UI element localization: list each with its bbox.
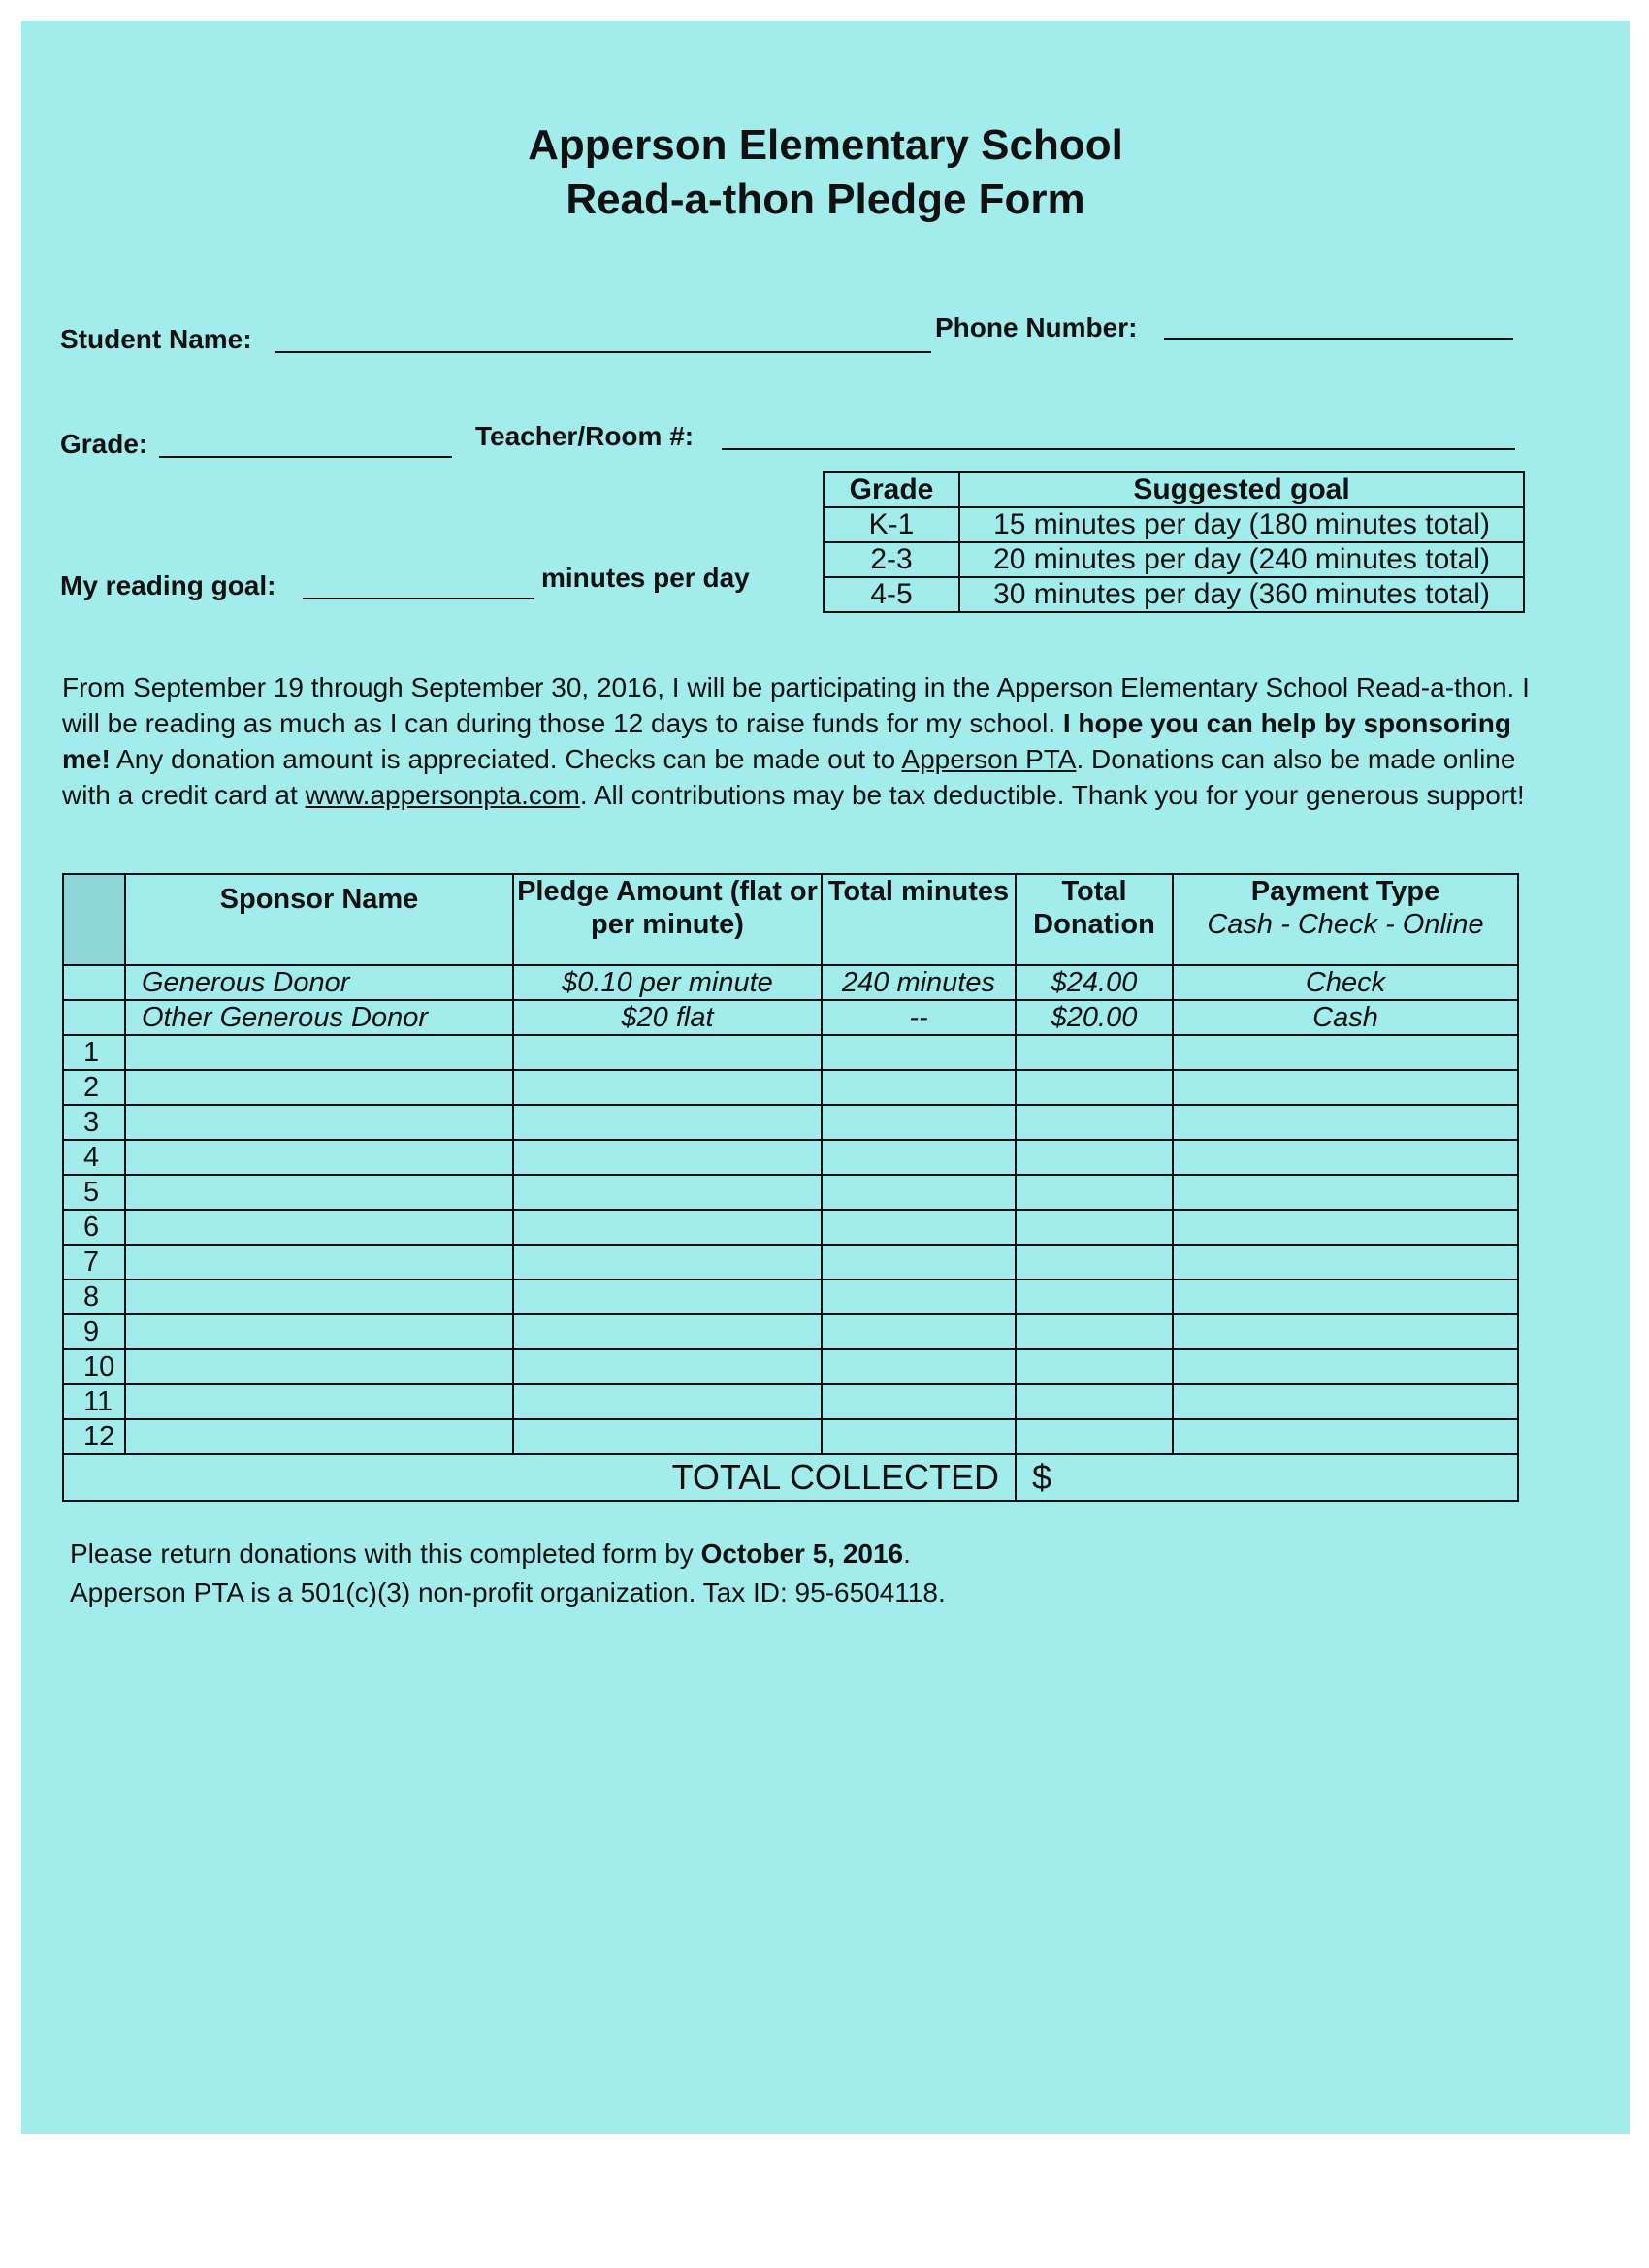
sponsor-name-cell[interactable]	[125, 1384, 513, 1419]
sponsor-row	[63, 1140, 1518, 1175]
example-donation: $20.00	[1016, 1000, 1173, 1035]
footer-notes	[70, 1535, 946, 1612]
example-row	[63, 1000, 1518, 1035]
row-number: 11	[63, 1384, 125, 1419]
total-donation-cell[interactable]	[1016, 1314, 1173, 1349]
payment-type-cell[interactable]	[1173, 1175, 1518, 1210]
payment-type-cell[interactable]	[1173, 1419, 1518, 1454]
payment-type-cell[interactable]	[1173, 1035, 1518, 1070]
grade-field[interactable]	[159, 456, 452, 458]
total-minutes-header: Total minutes	[822, 874, 1016, 965]
goal-row	[824, 577, 1524, 612]
pledge-amount-cell[interactable]	[513, 1419, 822, 1454]
total-donation-cell[interactable]	[1016, 1175, 1173, 1210]
payment-options: Cash - Check - Online	[1207, 909, 1484, 940]
sponsor-name-header: Sponsor Name	[125, 874, 513, 965]
nonprofit-note: Apperson PTA is a 501(c)(3) non-profit organization. Tax ID: 95-6504118.	[70, 1577, 946, 1607]
row-number: 4	[63, 1140, 125, 1175]
pledge-form-sheet	[21, 21, 1630, 2134]
example-payment: Check	[1173, 965, 1518, 1000]
total-donation-cell[interactable]	[1016, 1280, 1173, 1314]
sponsor-row	[63, 1349, 1518, 1384]
total-minutes-cell[interactable]	[822, 1175, 1016, 1210]
row-number: 5	[63, 1175, 125, 1210]
total-minutes-cell[interactable]	[822, 1245, 1016, 1280]
row-number: 12	[63, 1419, 125, 1454]
goal-grade: 4-5	[824, 577, 959, 612]
payment-type-cell[interactable]	[1173, 1105, 1518, 1140]
suggested-goal-column-header: Suggested goal	[959, 472, 1524, 507]
pledge-amount-cell[interactable]	[513, 1280, 822, 1314]
sponsor-name-cell[interactable]	[125, 1245, 513, 1280]
goal-grade: 2-3	[824, 542, 959, 577]
pledge-amount-cell[interactable]	[513, 1384, 822, 1419]
row-number-header	[63, 874, 125, 965]
payment-type-cell[interactable]	[1173, 1210, 1518, 1245]
example-payment: Cash	[1173, 1000, 1518, 1035]
total-donation-cell[interactable]	[1016, 1419, 1173, 1454]
student-name-field[interactable]	[275, 351, 931, 353]
phone-number-field[interactable]	[1164, 338, 1513, 340]
total-minutes-cell[interactable]	[822, 1314, 1016, 1349]
suggested-goal-table	[823, 471, 1525, 613]
total-minutes-cell[interactable]	[822, 1035, 1016, 1070]
student-name-label: Student Name:	[60, 324, 252, 354]
sponsor-name-cell[interactable]	[125, 1349, 513, 1384]
intro-text-1: From September 19 through September 30, 2016, I will be participating in the Apperson Elementary School Read-a-thon. I will be reading as much as I can during those 12 days to raise funds for my school.	[62, 672, 1530, 738]
total-donation-cell[interactable]	[1016, 1035, 1173, 1070]
teacher-room-field[interactable]	[722, 448, 1515, 450]
reading-goal-label: My reading goal:	[60, 570, 276, 600]
goal-value: 30 minutes per day (360 minutes total)	[959, 577, 1524, 612]
goal-value: 15 minutes per day (180 minutes total)	[959, 507, 1524, 542]
currency-symbol: $	[1032, 1457, 1052, 1497]
example-sponsor-name: Other Generous Donor	[125, 1000, 513, 1035]
payment-type-title: Payment Type	[1250, 876, 1440, 907]
example-pledge: $0.10 per minute	[513, 965, 822, 1000]
payment-type-cell[interactable]	[1173, 1280, 1518, 1314]
minutes-per-day-label: minutes per day	[541, 563, 750, 593]
total-minutes-cell[interactable]	[822, 1070, 1016, 1105]
sponsor-row	[63, 1419, 1518, 1454]
pledge-amount-cell[interactable]	[513, 1349, 822, 1384]
intro-paragraph	[62, 669, 1536, 813]
phone-number-label: Phone Number:	[935, 312, 1138, 342]
total-donation-cell[interactable]	[1016, 1105, 1173, 1140]
example-donation: $24.00	[1016, 965, 1173, 1000]
total-collected-field[interactable]	[1016, 1454, 1518, 1501]
intro-text-3: . Donations can also be made online with a credit card at	[62, 744, 1516, 810]
payment-type-cell[interactable]	[1173, 1314, 1518, 1349]
goal-grade: K-1	[824, 507, 959, 542]
pledge-amount-cell[interactable]	[513, 1035, 822, 1070]
row-number: 8	[63, 1280, 125, 1314]
total-donation-cell[interactable]	[1016, 1140, 1173, 1175]
sponsor-row	[63, 1314, 1518, 1349]
sponsor-table-header	[63, 874, 1518, 965]
example-sponsor-name: Generous Donor	[125, 965, 513, 1000]
total-minutes-cell[interactable]	[822, 1140, 1016, 1175]
grade-label: Grade:	[60, 429, 148, 459]
pledge-amount-cell[interactable]	[513, 1140, 822, 1175]
total-minutes-cell[interactable]	[822, 1210, 1016, 1245]
sponsor-name-cell[interactable]	[125, 1175, 513, 1210]
sponsor-name-cell[interactable]	[125, 1105, 513, 1140]
example-minutes: 240 minutes	[822, 965, 1016, 1000]
payee-name: Apperson PTA	[901, 744, 1077, 774]
example-minutes: --	[822, 1000, 1016, 1035]
payment-type-cell[interactable]	[1173, 1245, 1518, 1280]
pledge-amount-cell[interactable]	[513, 1105, 822, 1140]
pledge-amount-cell[interactable]	[513, 1245, 822, 1280]
goal-row	[824, 507, 1524, 542]
sponsor-row	[63, 1035, 1518, 1070]
example-row	[63, 965, 1518, 1000]
total-donation-cell[interactable]	[1016, 1070, 1173, 1105]
sponsor-row	[63, 1070, 1518, 1105]
deadline-date: October 5, 2016	[700, 1539, 904, 1569]
pledge-amount-cell[interactable]	[513, 1175, 822, 1210]
row-number: 2	[63, 1070, 125, 1105]
donation-url-link[interactable]: www.appersonpta.com	[305, 780, 580, 810]
row-number: 7	[63, 1245, 125, 1280]
total-donation-cell[interactable]	[1016, 1384, 1173, 1419]
form-name: Read-a-thon Pledge Form	[566, 176, 1085, 223]
payment-type-cell[interactable]	[1173, 1384, 1518, 1419]
sponsor-row	[63, 1280, 1518, 1314]
row-number: 6	[63, 1210, 125, 1245]
total-minutes-cell[interactable]	[822, 1105, 1016, 1140]
pledge-amount-cell[interactable]	[513, 1070, 822, 1105]
teacher-room-label: Teacher/Room #:	[475, 421, 695, 451]
school-name: Apperson Elementary School	[528, 121, 1123, 169]
row-number: 3	[63, 1105, 125, 1140]
payment-type-cell[interactable]	[1173, 1349, 1518, 1384]
total-minutes-cell[interactable]	[822, 1349, 1016, 1384]
total-minutes-cell[interactable]	[822, 1419, 1016, 1454]
total-donation-cell[interactable]	[1016, 1210, 1173, 1245]
pledge-amount-cell[interactable]	[513, 1314, 822, 1349]
total-donation-cell[interactable]	[1016, 1349, 1173, 1384]
sponsor-name-cell[interactable]	[125, 1070, 513, 1105]
total-minutes-cell[interactable]	[822, 1384, 1016, 1419]
sponsor-name-cell[interactable]	[125, 1314, 513, 1349]
intro-text-4: . All contributions may be tax deductible. Thank you for your generous support!	[579, 780, 1525, 810]
grade-column-header: Grade	[824, 472, 959, 507]
total-donation-cell[interactable]	[1016, 1245, 1173, 1280]
sponsor-name-cell[interactable]	[125, 1210, 513, 1245]
payment-type-cell[interactable]	[1173, 1140, 1518, 1175]
sponsor-row	[63, 1210, 1518, 1245]
row-number: 10	[63, 1349, 125, 1384]
total-donation-header: Total Donation	[1016, 874, 1173, 965]
sponsor-name-cell[interactable]	[125, 1419, 513, 1454]
pledge-amount-header: Pledge Amount (flat or per minute)	[513, 874, 822, 965]
payment-type-cell[interactable]	[1173, 1070, 1518, 1105]
total-minutes-cell[interactable]	[822, 1280, 1016, 1314]
example-pledge: $20 flat	[513, 1000, 822, 1035]
form-title	[21, 118, 1630, 227]
row-number: 1	[63, 1035, 125, 1070]
sponsor-table	[62, 873, 1519, 1502]
total-collected-label: TOTAL COLLECTED	[63, 1454, 1016, 1501]
sponsor-row	[63, 1175, 1518, 1210]
sponsor-row	[63, 1245, 1518, 1280]
total-collected-row	[63, 1454, 1518, 1501]
goal-row	[824, 542, 1524, 577]
row-number: 9	[63, 1314, 125, 1349]
pledge-amount-cell[interactable]	[513, 1210, 822, 1245]
sponsor-name-cell[interactable]	[125, 1140, 513, 1175]
sponsor-row	[63, 1105, 1518, 1140]
sponsor-name-cell[interactable]	[125, 1280, 513, 1314]
payment-type-header	[1173, 874, 1518, 965]
intro-text-2: Any donation amount is appreciated. Checks can be made out to	[110, 744, 902, 774]
intro-bold-text: I hope you can help by sponsoring me!	[62, 708, 1511, 774]
sponsor-name-cell[interactable]	[125, 1035, 513, 1070]
reading-goal-field[interactable]	[303, 598, 534, 599]
goal-value: 20 minutes per day (240 minutes total)	[959, 542, 1524, 577]
return-deadline: Please return donations with this completed form by October 5, 2016.	[70, 1539, 911, 1569]
sponsor-row	[63, 1384, 1518, 1419]
